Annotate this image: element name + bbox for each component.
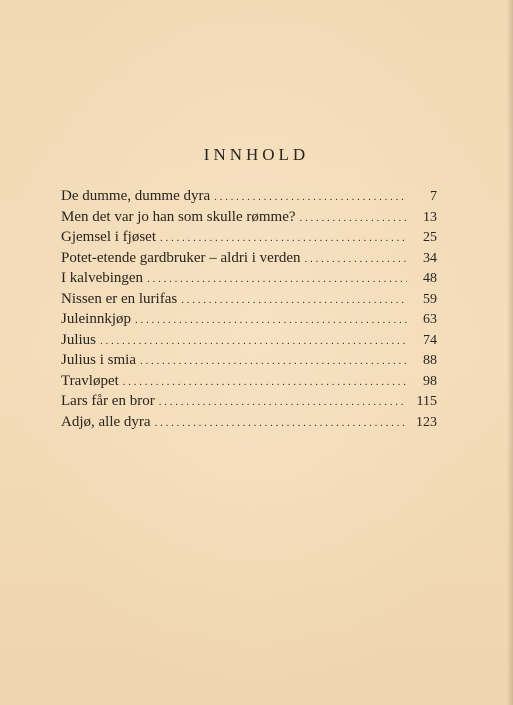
dot-leader <box>147 269 407 290</box>
toc-entry-page: 115 <box>416 394 437 409</box>
toc-entry <box>61 248 437 269</box>
toc-entry-title: Julius i smia <box>61 352 137 368</box>
toc-entry <box>61 309 437 330</box>
toc-entry-title: Juleinnkjøp <box>61 311 131 327</box>
toc-entry-page: 48 <box>423 271 437 286</box>
toc-entry-page: 98 <box>423 373 437 389</box>
toc-entry-page: 88 <box>423 353 437 368</box>
dot-leader <box>123 372 407 393</box>
toc-entry-title: Potet-etende gardbruker – aldri i verden <box>61 249 301 266</box>
toc-entry-title: Men det var jo han som skulle rømme? <box>61 208 296 225</box>
dot-leader <box>300 208 407 229</box>
toc-entry <box>61 412 437 433</box>
toc-entry <box>61 227 437 248</box>
toc-entry-title: I kalvebingen <box>61 270 144 286</box>
dot-leader <box>155 413 407 434</box>
toc-entry-page: 25 <box>423 230 437 245</box>
toc-entry <box>61 350 437 371</box>
toc-entry-title: Nissen er en lurifas <box>61 290 178 307</box>
toc-entry <box>61 289 437 310</box>
toc-entry <box>61 371 437 392</box>
dot-leader <box>160 228 407 249</box>
dot-leader <box>135 310 407 331</box>
toc-entry-title: Lars får en bror <box>61 393 155 409</box>
toc-entry-title: De dumme, dumme dyra <box>61 188 211 204</box>
toc-entry-page: 7 <box>430 189 437 204</box>
toc-entry-page: 13 <box>423 209 437 225</box>
toc-entry-title: Adjø, alle dyra <box>61 413 151 430</box>
toc-entry <box>61 391 437 412</box>
dot-leader <box>214 187 407 208</box>
toc-entry-page: 59 <box>423 291 437 307</box>
toc-entry <box>61 268 437 289</box>
toc-entry-title: Julius <box>61 331 97 348</box>
dot-leader <box>100 331 407 352</box>
contents-heading: INNHOLD <box>203 145 310 164</box>
table-of-contents <box>61 186 437 432</box>
toc-entry-title: Travløpet <box>61 372 119 389</box>
toc-entry-page: 63 <box>423 312 437 327</box>
dot-leader <box>159 392 407 413</box>
toc-entry-page: 34 <box>423 250 437 266</box>
toc-entry <box>61 330 437 351</box>
toc-entry-title: Gjemsel i fjøset <box>61 229 156 245</box>
dot-leader <box>305 249 408 270</box>
dot-leader <box>140 351 407 372</box>
toc-entry-page: 123 <box>416 414 437 430</box>
toc-entry <box>61 186 437 207</box>
dot-leader <box>181 290 407 311</box>
toc-entry <box>61 207 437 228</box>
toc-entry-page: 74 <box>423 332 437 348</box>
page-edge-shadow <box>507 0 513 705</box>
